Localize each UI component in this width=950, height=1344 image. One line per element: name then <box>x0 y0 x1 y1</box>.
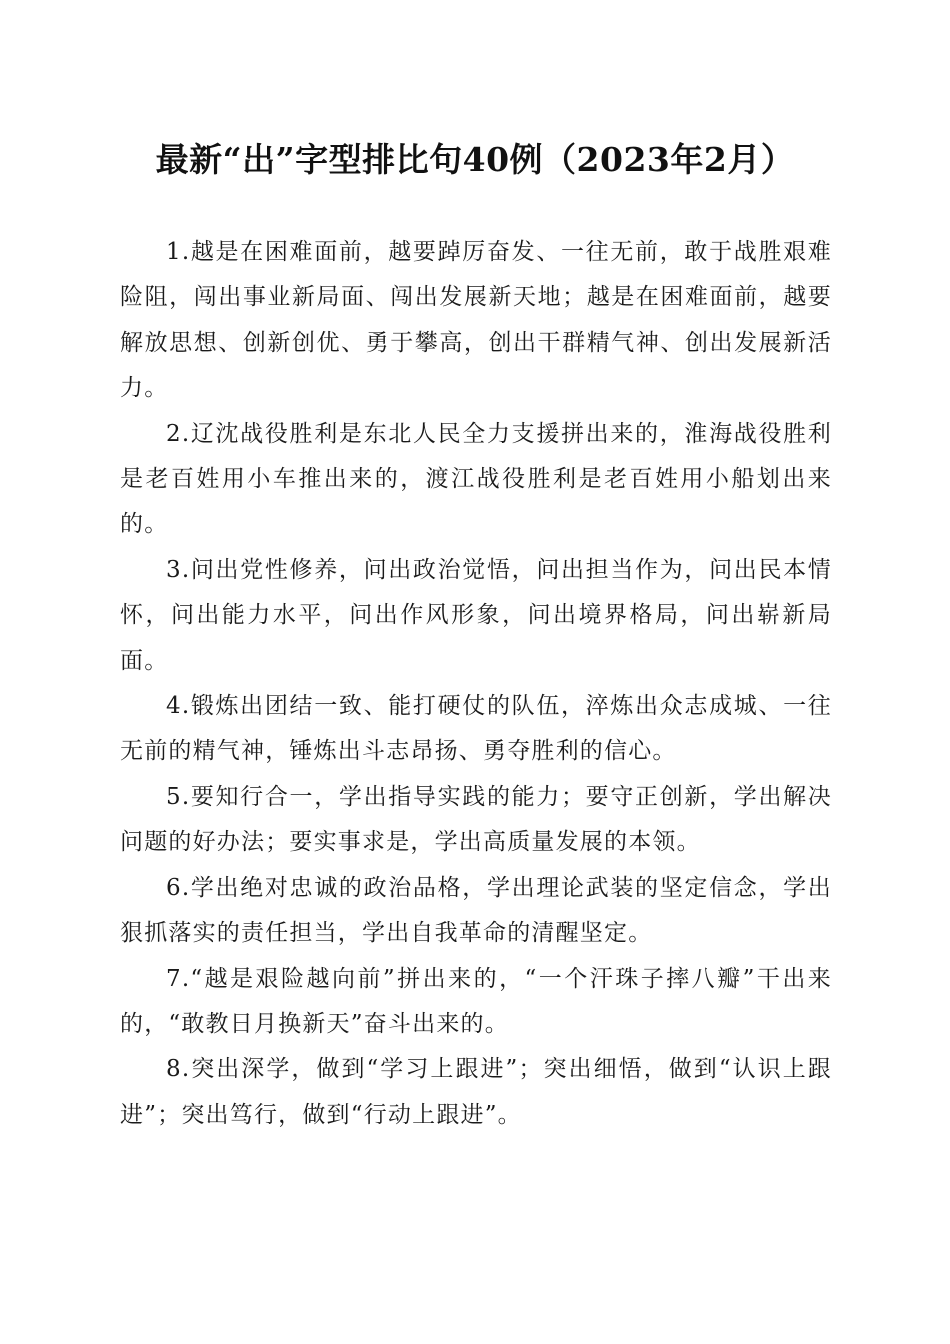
paragraph-7: 7.“越是艰险越向前”拼出来的，“一个汗珠子摔八瓣”干出来的，“敢教日月换新天”奋斗出来的。 <box>120 965 832 1037</box>
document-body <box>120 230 832 1138</box>
document-title: 最新“出”字型排比句40例（2023年2月） <box>155 140 795 179</box>
paragraph-6: 6.学出绝对忠诚的政治品格，学出理论武装的坚定信念，学出狠抓落实的责任担当，学出自我革命的清醒坚定。 <box>120 874 832 947</box>
paragraph-5: 5.要知行合一，学出指导实践的能力；要守正创新，学出解决问题的好办法；要实事求是，学出高质量发展的本领。 <box>120 783 832 856</box>
paragraph-1: 1.越是在困难面前，越要踔厉奋发、一往无前，敢于战胜艰难险阻，闯出事业新局面、闯出发展新天地；越是在困难面前，越要解放思想、创新创优、勇于攀高，创出干群精气神、创出发展新活力。 <box>120 239 832 402</box>
paragraph-8: 8.突出深学，做到“学习上跟进”；突出细悟，做到“认识上跟进”；突出笃行，做到“行动上跟进”。 <box>120 1056 832 1128</box>
paragraph-3: 3.问出党性修养，问出政治觉悟，问出担当作为，问出民本情怀，问出能力水平，问出作风形象，问出境界格局，问出崭新局面。 <box>120 556 832 674</box>
paragraph-4: 4.锻炼出团结一致、能打硬仗的队伍，淬炼出众志成城、一往无前的精气神，锤炼出斗志昂扬、勇夺胜利的信心。 <box>120 693 832 765</box>
paragraph-2: 2.辽沈战役胜利是东北人民全力支援拼出来的，淮海战役胜利是老百姓用小车推出来的，渡江战役胜利是老百姓用小船划出来的。 <box>120 420 832 538</box>
